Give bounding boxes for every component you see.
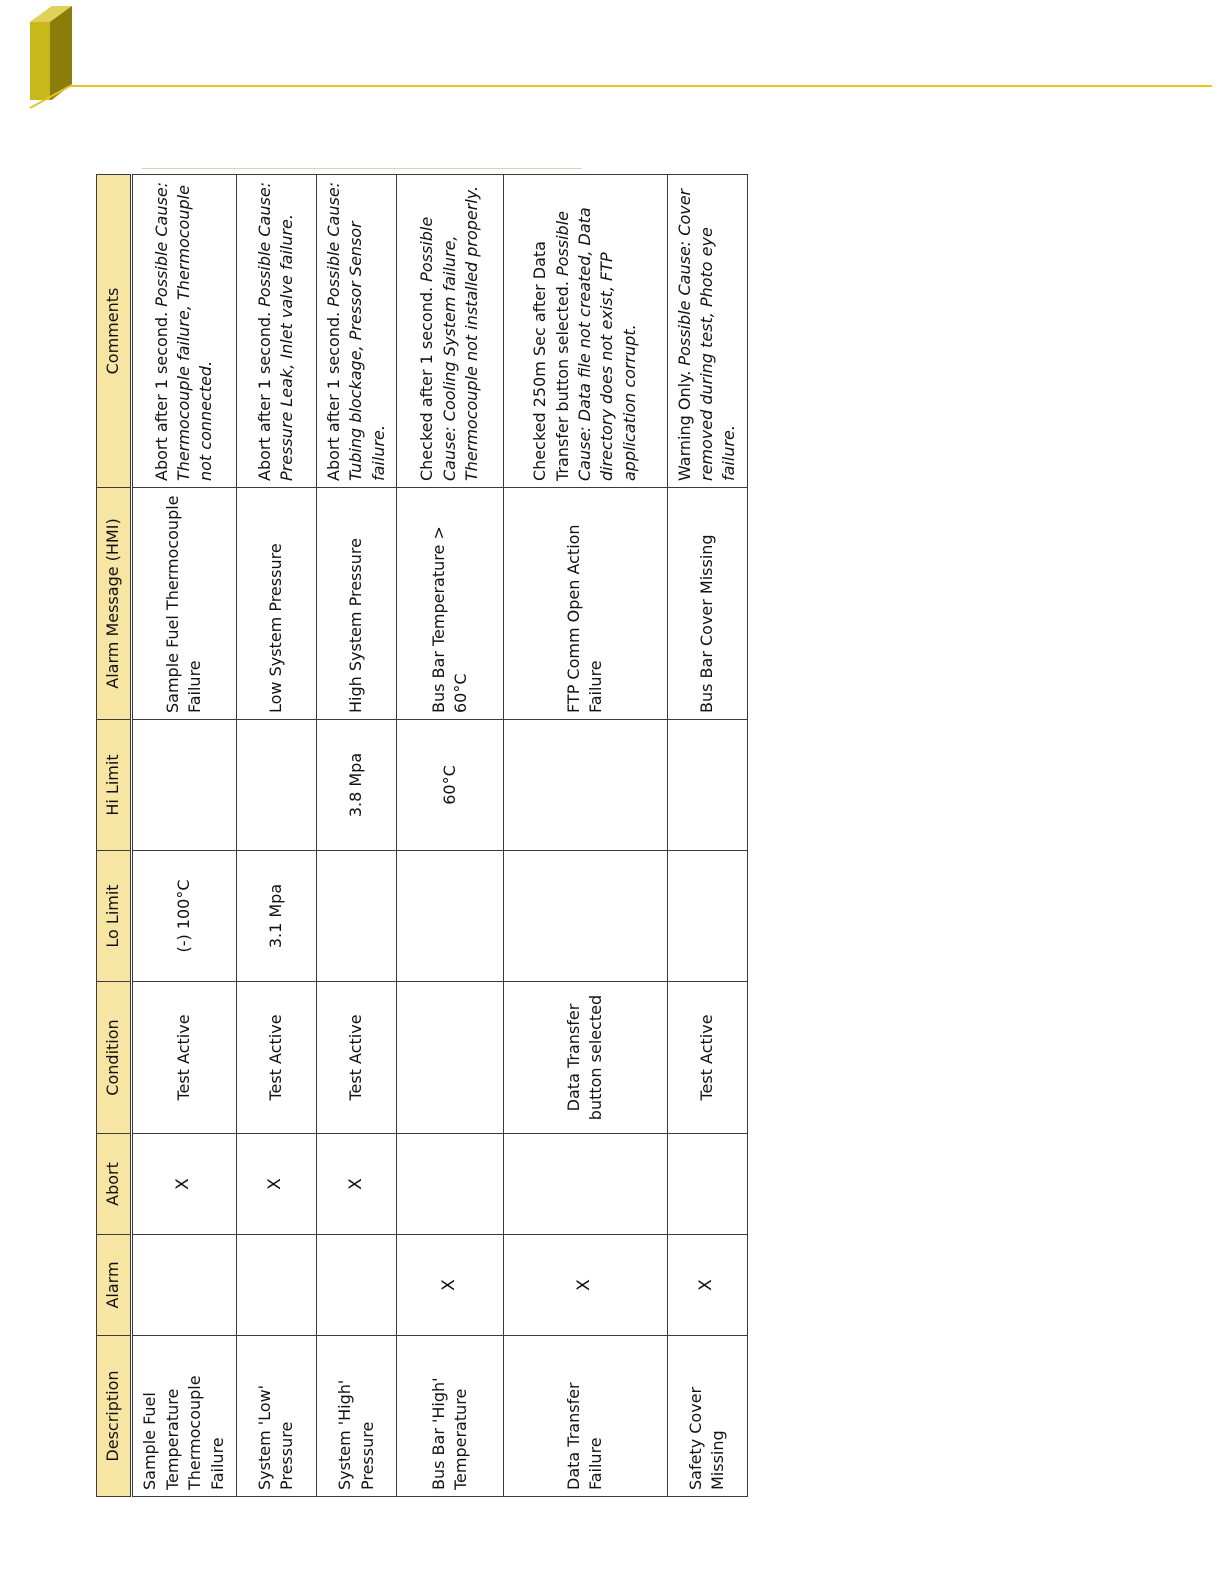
cell-comments [236, 175, 316, 488]
cell-alarm-message: Low System Pressure [236, 488, 316, 720]
cell-comments [667, 175, 747, 488]
comment-text: Checked 250m Sec after Data Transfer button selected. [530, 241, 572, 481]
cell-lo-limit [316, 851, 396, 982]
cell-lo-limit: 3.1 Mpa [236, 851, 316, 982]
header-lo-limit: Lo Limit [97, 851, 132, 982]
cell-hi-limit [236, 720, 316, 851]
cell-abort [397, 1134, 504, 1235]
cell-abort: X [316, 1134, 396, 1235]
header-hi-limit: Hi Limit [97, 720, 132, 851]
cell-abort: X [132, 1134, 237, 1235]
cell-condition: Data Transfer button selected [503, 982, 667, 1134]
table-row [667, 175, 747, 1497]
header-description: Description [97, 1336, 132, 1497]
cell-alarm-message: High System Pressure [316, 488, 396, 720]
cell-hi-limit [132, 720, 237, 851]
possible-cause-text: Possible Cause: Pressure Leak, Inlet valve failure. [254, 181, 297, 481]
table-row [316, 175, 396, 1497]
comment-text: Abort after 1 second. [151, 311, 171, 481]
cell-alarm [132, 1235, 237, 1336]
cell-abort [503, 1134, 667, 1235]
cell-alarm-message: Sample Fuel Thermocouple Failure [132, 488, 237, 720]
alarm-table [96, 174, 748, 1497]
table-top-rule [142, 168, 582, 169]
possible-cause-text: Possible Cause: Cooling System failure, Thermocouple not installed properly. [417, 185, 482, 481]
comment-text: Warning Only. [674, 370, 694, 481]
table-row [397, 175, 504, 1497]
cell-condition: Test Active [236, 982, 316, 1134]
cell-alarm-message: FTP Comm Open Action Failure [503, 488, 667, 720]
cell-comments [503, 175, 667, 488]
cell-description: Sample Fuel Temperature Thermocouple Failure [132, 1336, 237, 1497]
cell-comments [397, 175, 504, 488]
page-header [0, 0, 1224, 115]
cell-alarm: X [397, 1235, 504, 1336]
cell-alarm-message: Bus Bar Temperature > 60°C [397, 488, 504, 720]
possible-cause-text: Possible Cause: Tubing blockage, Pressor Sensor failure. [324, 181, 388, 481]
alarm-table-rotated [96, 175, 748, 1497]
table-row [132, 175, 237, 1497]
cell-alarm: X [667, 1235, 747, 1336]
cell-alarm [236, 1235, 316, 1336]
header-comments: Comments [97, 175, 132, 488]
cell-lo-limit [667, 851, 747, 982]
cell-lo-limit [503, 851, 667, 982]
cell-condition: Test Active [667, 982, 747, 1134]
comment-text: Abort after 1 second. [254, 311, 274, 481]
cell-condition [397, 982, 504, 1134]
comment-text: Abort after 1 second. [324, 311, 343, 481]
cell-comments [132, 175, 237, 488]
possible-cause-text: Possible Cause: Cover removed during test, Photo eye failure. [674, 188, 739, 481]
cell-comments [316, 175, 396, 488]
table-row [236, 175, 316, 1497]
possible-cause-text: Possible Cause: Thermocouple failure, Thermocouple not connected. [151, 181, 216, 481]
cell-description: Data Transfer Failure [503, 1336, 667, 1497]
cell-hi-limit [667, 720, 747, 851]
header-condition: Condition [97, 982, 132, 1134]
cell-hi-limit: 60°C [397, 720, 504, 851]
cell-abort [667, 1134, 747, 1235]
cell-hi-limit [503, 720, 667, 851]
cell-description: System 'High' Pressure [316, 1336, 396, 1497]
cell-description: Bus Bar 'High' Temperature [397, 1336, 504, 1497]
cell-lo-limit: (-) 100°C [132, 851, 237, 982]
cell-hi-limit: 3.8 Mpa [316, 720, 396, 851]
table-header-row [97, 175, 132, 1497]
cell-lo-limit [397, 851, 504, 982]
gold-bevel-block-icon [30, 6, 72, 100]
cell-description: System 'Low' Pressure [236, 1336, 316, 1497]
header-alarm-message: Alarm Message (HMI) [97, 488, 132, 720]
cell-alarm-message: Bus Bar Cover Missing [667, 488, 747, 720]
cell-condition: Test Active [316, 982, 396, 1134]
cell-abort: X [236, 1134, 316, 1235]
possible-cause-text: Possible Cause: Data file not created, Data directory does not exist, FTP application corrupt. [552, 207, 639, 481]
cell-alarm: X [503, 1235, 667, 1336]
cell-alarm [316, 1235, 396, 1336]
cell-condition: Test Active [132, 982, 237, 1134]
comment-text: Checked after 1 second. [417, 286, 437, 481]
header-alarm: Alarm [97, 1235, 132, 1336]
cell-description: Safety Cover Missing [667, 1336, 747, 1497]
table-row [503, 175, 667, 1497]
header-abort: Abort [97, 1134, 132, 1235]
